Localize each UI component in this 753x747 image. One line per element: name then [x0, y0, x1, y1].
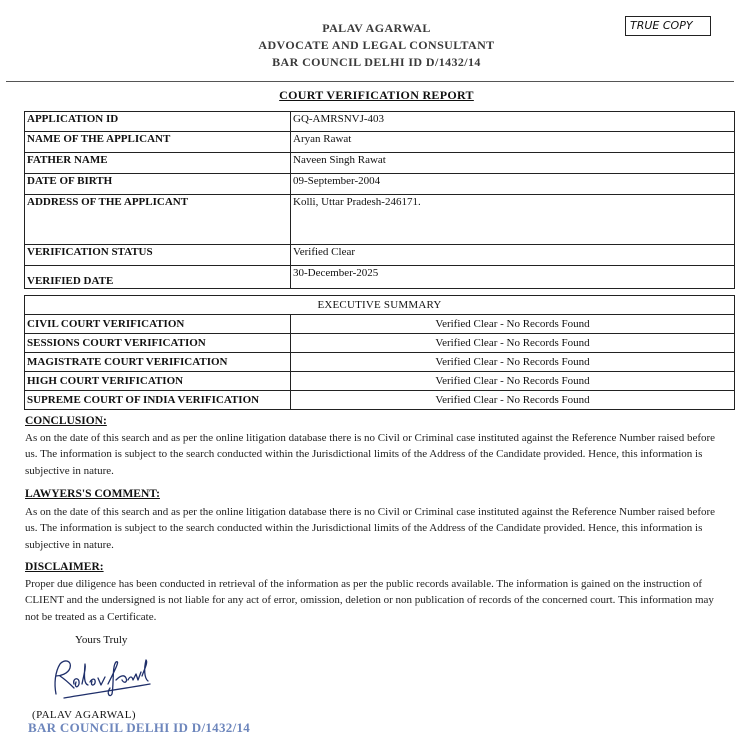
- signature-image: [46, 654, 156, 702]
- header-divider: [6, 81, 734, 82]
- true-copy-stamp: TRUE COPY: [625, 16, 711, 36]
- detail-label: APPLICATION ID: [25, 112, 291, 132]
- detail-label: FATHER NAME: [25, 153, 291, 174]
- report-title: COURT VERIFICATION REPORT: [279, 88, 474, 102]
- signatory-name: (PALAV AGARWAL): [32, 709, 136, 721]
- summary-label: MAGISTRATE COURT VERIFICATION: [25, 353, 291, 372]
- detail-label: VERIFIED DATE: [25, 266, 291, 289]
- summary-value: Verified Clear - No Records Found: [291, 315, 735, 334]
- summary-label: CIVIL COURT VERIFICATION: [25, 315, 291, 334]
- advocate-designation: ADVOCATE AND LEGAL CONSULTANT: [258, 38, 495, 52]
- table-row: [25, 153, 735, 174]
- advocate-name: PALAV AGARWAL: [322, 21, 431, 35]
- table-row: [25, 334, 735, 353]
- signatory-bar-council-id: BAR COUNCIL DELHI ID D/1432/14: [28, 720, 251, 735]
- summary-label: SUPREME COURT OF INDIA VERIFICATION: [25, 391, 291, 410]
- detail-value: 30-December-2025: [291, 266, 735, 289]
- table-row: [25, 174, 735, 195]
- summary-value: Verified Clear - No Records Found: [291, 353, 735, 372]
- table-row: [25, 112, 735, 132]
- summary-label: SESSIONS COURT VERIFICATION: [25, 334, 291, 353]
- table-header-row: [25, 296, 735, 315]
- detail-value: Aryan Rawat: [291, 132, 735, 153]
- summary-value: Verified Clear - No Records Found: [291, 391, 735, 410]
- detail-value: Kolli, Uttar Pradesh-246171.: [291, 195, 735, 245]
- detail-label: DATE OF BIRTH: [25, 174, 291, 195]
- closing-salutation: Yours Truly: [75, 634, 128, 646]
- header-bar-council-id: BAR COUNCIL DELHI ID D/1432/14: [272, 55, 481, 69]
- table-row: [25, 353, 735, 372]
- conclusion-text: As on the date of this search and as per the online litigation database there is no Civil or Criminal case instituted against the Reference Number raised before us. The information is subject to the search conducted within the Jurisdictional limits of the Address of the Candidate provided. Hence, this information is subjective in nature.: [25, 432, 716, 477]
- table-row: [25, 195, 735, 245]
- table-row: [25, 391, 735, 410]
- table-row: [25, 372, 735, 391]
- table-row: [25, 266, 735, 289]
- table-row: [25, 132, 735, 153]
- summary-value: Verified Clear - No Records Found: [291, 334, 735, 353]
- detail-value: 09-September-2004: [291, 174, 735, 195]
- table-row: [25, 245, 735, 266]
- executive-summary-title: EXECUTIVE SUMMARY: [25, 296, 735, 315]
- detail-value: GQ-AMRSNVJ-403: [291, 112, 735, 132]
- lawyers-comment-text: As on the date of this search and as per the online litigation database there is no Civil or Criminal case instituted against the Reference Number raised before us. The information is subject to the search conducted within the Jurisdictional limits of the Address of the Candidate provided. Hence, this information is subjective in nature.: [25, 506, 716, 551]
- detail-label: ADDRESS OF THE APPLICANT: [25, 195, 291, 245]
- summary-label: HIGH COURT VERIFICATION: [25, 372, 291, 391]
- detail-label: NAME OF THE APPLICANT: [25, 132, 291, 153]
- lawyers-comment-heading: LAWYERS'S COMMENT:: [25, 488, 160, 500]
- summary-value: Verified Clear - No Records Found: [291, 372, 735, 391]
- detail-value: Naveen Singh Rawat: [291, 153, 735, 174]
- conclusion-heading: CONCLUSION:: [25, 415, 107, 427]
- disclaimer-heading: DISCLAIMER:: [25, 561, 104, 573]
- detail-label: VERIFICATION STATUS: [25, 245, 291, 266]
- detail-value: Verified Clear: [291, 245, 735, 266]
- table-row: [25, 315, 735, 334]
- applicant-details-table: [24, 111, 735, 289]
- disclaimer-text: Proper due diligence has been conducted in retrieval of the information as per the public records available. The information is gained on the instruction of CLIENT and the undersigned is not liable for any act of error, omission, deletion or non publication of records of the concerned court. This information may not be treated as a Certificate.: [25, 578, 714, 623]
- executive-summary-table: [24, 295, 735, 410]
